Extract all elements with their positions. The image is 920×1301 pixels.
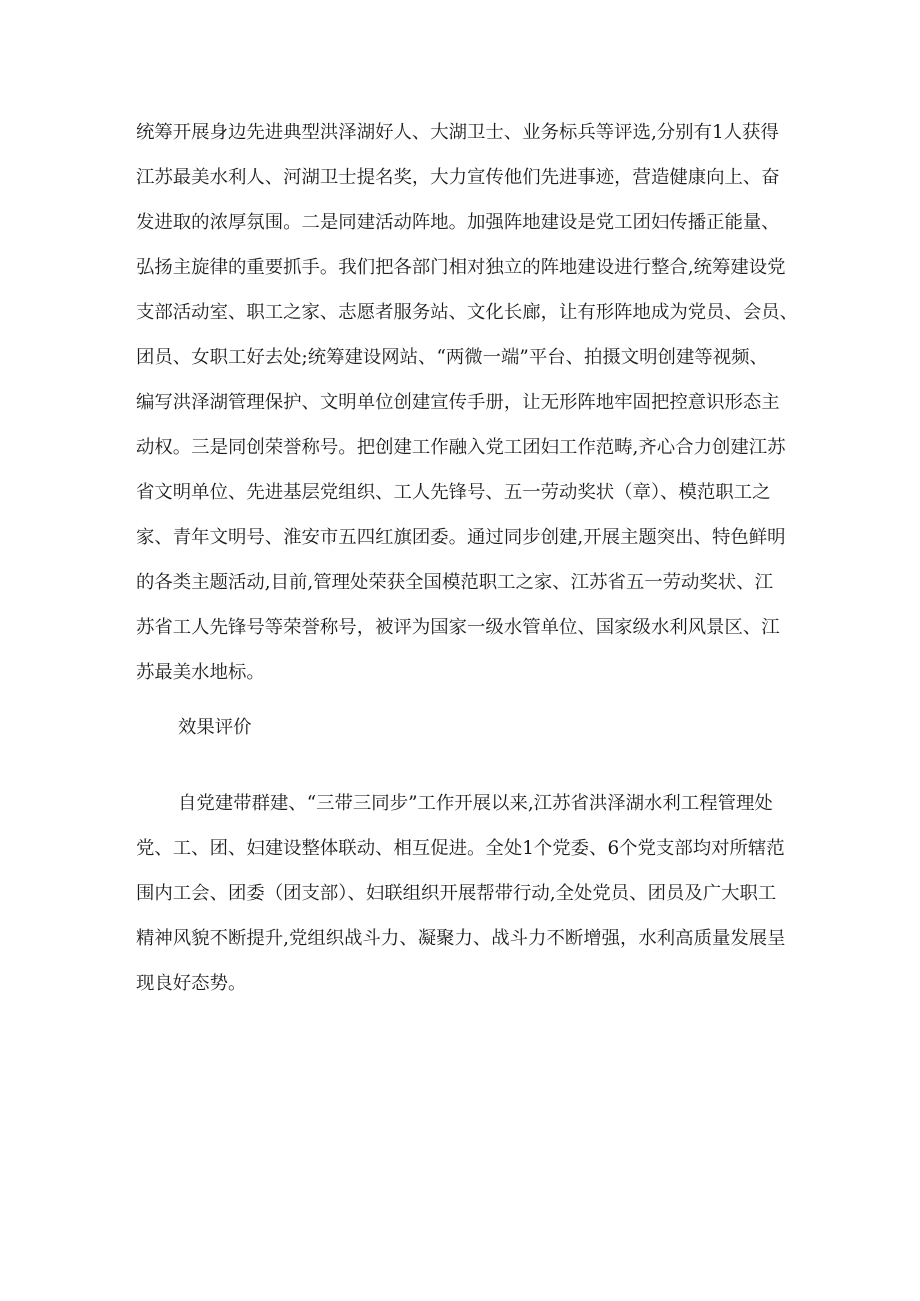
text-line: 苏省工人先锋号等荣誉称号，被评为国家一级水管单位、国家级水利风景区、江 bbox=[136, 617, 780, 638]
text-line: 统筹开展身边先进典型洪泽湖好人、大湖卫士、业务标兵等评选,分别有1人获得 bbox=[136, 122, 779, 143]
text-line: 省文明单位、先进基层党组织、工人先锋号、五一劳动奖状（章）、模范职工之 bbox=[136, 482, 771, 503]
text-line: 弘扬主旋律的重要抓手。我们把各部门相对独立的阵地建设进行整合,统筹建设党 bbox=[136, 257, 786, 278]
section-heading: 效果评价 bbox=[178, 717, 252, 738]
text-line: 现良好态势。 bbox=[136, 973, 247, 994]
text-line: 江苏最美水利人、河湖卫士提名奖，大力宣传他们先进事迹，营造健康向上、奋 bbox=[136, 167, 780, 188]
text-line: 家、青年文明号、淮安市五四红旗团委。通过同步创建,开展主题突出、特色鲜明 bbox=[136, 527, 786, 548]
text-line: 党、工、团、妇建设整体联动、相互促进。全处1个党委、6个党支部均对所辖范 bbox=[136, 838, 785, 859]
text-line: 发进取的浓厚氛围。二是同建活动阵地。加强阵地建设是党工团妇传播正能量、 bbox=[136, 212, 780, 233]
text-line: 精神风貌不断提升,党组织战斗力、凝聚力、战斗力不断增强，水利高质量发展呈 bbox=[136, 928, 786, 949]
text-line: 动权。三是同创荣誉称号。把创建工作融入党工团妇工作范畴,齐心合力创建江苏 bbox=[136, 437, 786, 458]
text-line: 支部活动室、职工之家、志愿者服务站、文化长廊，让有形阵地成为党员、会员、 bbox=[136, 302, 799, 323]
text-line: 苏最美水地标。 bbox=[136, 662, 265, 683]
text-line: 围内工会、团委（团支部）、妇联组织开展帮带行动,全处党员、团员及广大职工 bbox=[136, 883, 777, 904]
text-line: 团员、女职工好去处;统筹建设网站、“两微一端”平台、拍摄文明创建等视频、 bbox=[136, 347, 768, 368]
text-line: 的各类主题活动,目前,管理处荣获全国模范职工之家、江苏省五一劳动奖状、江 bbox=[136, 572, 773, 593]
text-line: 自党建带群建、“三带三同步”工作开展以来,江苏省洪泽湖水利工程管理处 bbox=[178, 793, 773, 814]
text-line: 编写洪泽湖管理保护、文明单位创建宣传手册，让无形阵地牢固把控意识形态主 bbox=[136, 392, 780, 413]
